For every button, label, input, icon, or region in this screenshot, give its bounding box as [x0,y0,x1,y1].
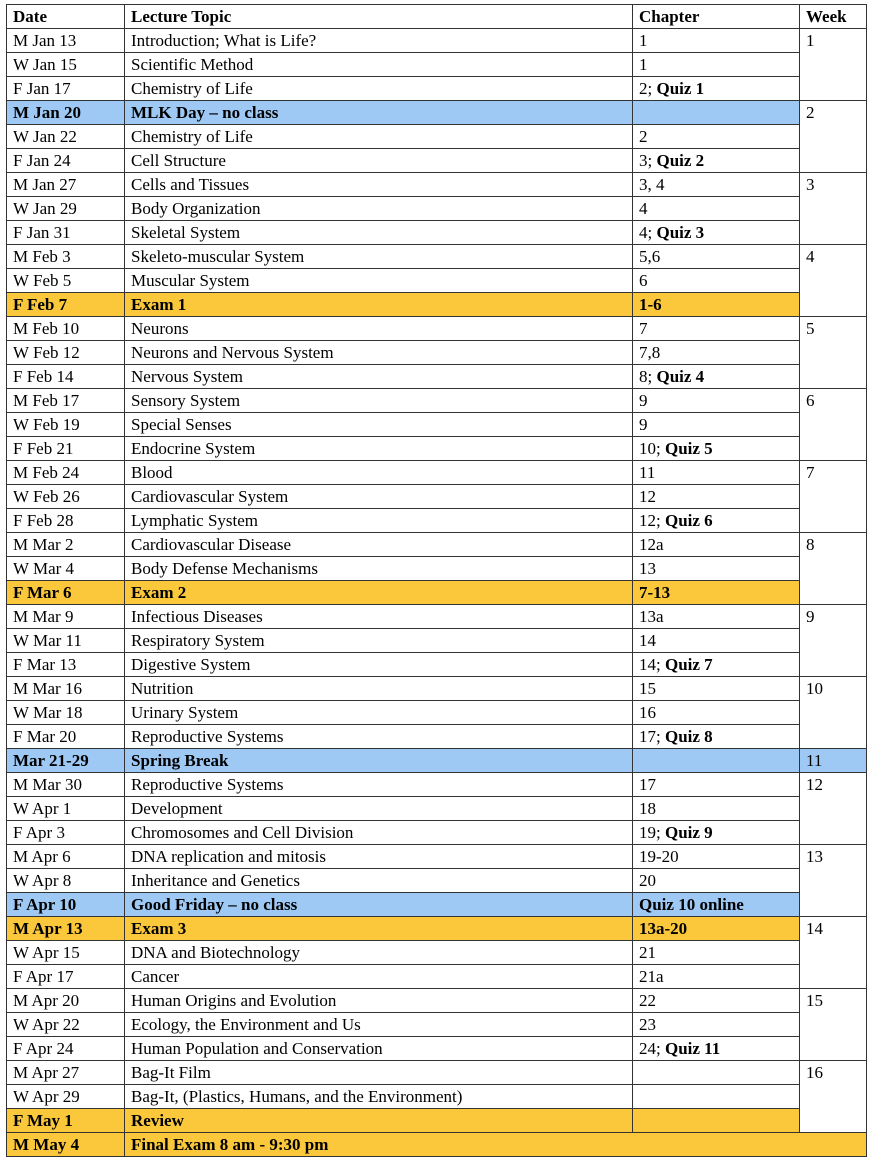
week-cell: 12 [800,773,867,845]
lecture-topic-cell: Cardiovascular System [125,485,633,509]
chapter-cell [633,1085,800,1109]
chapter-text: 18 [639,799,656,818]
lecture-topic-cell: Body Organization [125,197,633,221]
lecture-topic-cell: Body Defense Mechanisms [125,557,633,581]
quiz-label: Quiz 1 [656,79,705,98]
lecture-topic-cell: Special Senses [125,413,633,437]
chapter-text: 20 [639,871,656,890]
lecture-topic-cell: Exam 2 [125,581,633,605]
chapter-text: 9 [639,391,648,410]
lecture-topic-cell: Introduction; What is Life? [125,29,633,53]
chapter-cell [633,221,800,245]
quiz-label: Quiz 3 [656,223,705,242]
chapter-cell [633,125,800,149]
chapter-cell [633,581,800,605]
chapter-cell [633,413,800,437]
lecture-topic-cell: Chemistry of Life [125,125,633,149]
chapter-text: 2; [639,79,657,98]
header-chapter: Chapter [633,5,800,29]
chapter-text: 3, 4 [639,175,665,194]
table-row [7,533,867,557]
chapter-text: 12 [639,487,656,506]
table-row [7,845,867,869]
table-row [7,101,867,125]
chapter-cell [633,749,800,773]
lecture-topic-cell: Neurons [125,317,633,341]
lecture-topic-cell: Inheritance and Genetics [125,869,633,893]
chapter-cell [633,869,800,893]
chapter-cell [633,293,800,317]
table-row [7,749,867,773]
chapter-cell [633,917,800,941]
chapter-text: 8; [639,367,657,386]
chapter-cell [633,149,800,173]
week-cell: 1 [800,29,867,101]
lecture-topic-cell: Nervous System [125,365,633,389]
week-cell: 7 [800,461,867,533]
chapter-text: 14 [639,631,656,650]
table-row [7,77,867,101]
chapter-cell [633,173,800,197]
chapter-cell [633,797,800,821]
table-row [7,605,867,629]
table-row [7,125,867,149]
date-cell: M Feb 17 [7,389,125,413]
chapter-text: 3; [639,151,657,170]
chapter-cell [633,533,800,557]
chapter-cell [633,29,800,53]
date-cell: Mar 21-29 [7,749,125,773]
chapter-text: 13a-20 [639,919,688,938]
date-cell: M Feb 3 [7,245,125,269]
chapter-cell [633,701,800,725]
date-cell: W Mar 11 [7,629,125,653]
lecture-topic-cell: Cancer [125,965,633,989]
chapter-cell [633,677,800,701]
table-row [7,1037,867,1061]
chapter-text: 13 [639,559,656,578]
quiz-label: Quiz 8 [664,727,713,746]
table-row [7,245,867,269]
chapter-text: 21 [639,943,656,962]
date-cell: F Feb 7 [7,293,125,317]
lecture-topic-cell: Reproductive Systems [125,725,633,749]
chapter-text: 17 [639,775,656,794]
chapter-cell [633,77,800,101]
date-cell: W Apr 29 [7,1085,125,1109]
lecture-topic-cell: Final Exam 8 am - 9:30 pm [125,1133,867,1157]
date-cell: M Mar 30 [7,773,125,797]
date-cell: W Mar 4 [7,557,125,581]
date-cell: F Mar 20 [7,725,125,749]
date-cell: F May 1 [7,1109,125,1133]
date-cell: M Feb 24 [7,461,125,485]
chapter-cell [633,845,800,869]
table-row [7,197,867,221]
chapter-text: 1 [639,55,648,74]
chapter-text: 1 [639,31,648,50]
lecture-topic-cell: Bag-It Film [125,1061,633,1085]
chapter-text: 19; [639,823,665,842]
chapter-text: 16 [639,703,656,722]
date-cell: W Jan 22 [7,125,125,149]
table-row [7,389,867,413]
week-cell: 14 [800,917,867,989]
date-cell: F Jan 24 [7,149,125,173]
chapter-text: 12; [639,511,665,530]
table-row [7,629,867,653]
chapter-cell [633,101,800,125]
date-cell: M Mar 2 [7,533,125,557]
date-cell: W Jan 15 [7,53,125,77]
lecture-topic-cell: Human Origins and Evolution [125,989,633,1013]
table-row [7,917,867,941]
date-cell: F Apr 24 [7,1037,125,1061]
quiz-label: Quiz 4 [656,367,705,386]
date-cell: W Apr 22 [7,1013,125,1037]
chapter-cell [633,557,800,581]
chapter-cell [633,53,800,77]
chapter-cell [633,1061,800,1085]
chapter-cell [633,269,800,293]
table-row [7,509,867,533]
table-row [7,965,867,989]
lecture-topic-cell: Chemistry of Life [125,77,633,101]
header-row [7,5,867,29]
chapter-text: 14; [639,655,665,674]
lecture-topic-cell: Digestive System [125,653,633,677]
chapter-text: 21a [639,967,664,986]
table-row [7,53,867,77]
table-row [7,1133,867,1157]
quiz-label: Quiz 9 [664,823,713,842]
chapter-cell [633,965,800,989]
date-cell: F Feb 21 [7,437,125,461]
lecture-topic-cell: Human Population and Conservation [125,1037,633,1061]
lecture-topic-cell: Blood [125,461,633,485]
chapter-text: 2 [639,127,648,146]
table-row [7,461,867,485]
week-cell: 15 [800,989,867,1061]
chapter-text: 22 [639,991,656,1010]
chapter-cell [633,1037,800,1061]
lecture-topic-cell: Nutrition [125,677,633,701]
chapter-text: 7-13 [639,583,671,602]
lecture-topic-cell: Neurons and Nervous System [125,341,633,365]
table-row [7,989,867,1013]
date-cell: W Apr 15 [7,941,125,965]
chapter-text: 7,8 [639,343,661,362]
date-cell: M Apr 6 [7,845,125,869]
chapter-text: 10; [639,439,665,458]
table-row [7,413,867,437]
table-row [7,341,867,365]
date-cell: W Apr 8 [7,869,125,893]
lecture-topic-cell: Exam 3 [125,917,633,941]
lecture-topic-cell: Lymphatic System [125,509,633,533]
date-cell: F Jan 17 [7,77,125,101]
chapter-text: 17; [639,727,665,746]
week-cell: 3 [800,173,867,245]
chapter-cell [633,893,800,917]
lecture-topic-cell: MLK Day – no class [125,101,633,125]
table-row [7,1061,867,1085]
table-row [7,1109,867,1133]
lecture-topic-cell: Skeleto-muscular System [125,245,633,269]
date-cell: M Apr 27 [7,1061,125,1085]
lecture-topic-cell: Skeletal System [125,221,633,245]
chapter-cell [633,773,800,797]
date-cell: M Jan 27 [7,173,125,197]
lecture-topic-cell: Review [125,1109,633,1133]
date-cell: M Jan 13 [7,29,125,53]
lecture-topic-cell: Respiratory System [125,629,633,653]
table-row [7,821,867,845]
date-cell: F Feb 14 [7,365,125,389]
table-row [7,173,867,197]
chapter-text: 5,6 [639,247,661,266]
week-cell: 9 [800,605,867,677]
header-date: Date [7,5,125,29]
table-row [7,221,867,245]
lecture-topic-cell: Cardiovascular Disease [125,533,633,557]
lecture-topic-cell: DNA and Biotechnology [125,941,633,965]
chapter-cell [633,197,800,221]
chapter-text: 12a [639,535,664,554]
date-cell: F Feb 28 [7,509,125,533]
chapter-text: 13a [639,607,664,626]
date-cell: F Apr 17 [7,965,125,989]
chapter-cell [633,461,800,485]
date-cell: F Jan 31 [7,221,125,245]
table-row [7,365,867,389]
table-row [7,557,867,581]
week-cell: 10 [800,677,867,749]
chapter-cell [633,629,800,653]
quiz-label: Quiz 5 [664,439,713,458]
chapter-text: 4 [639,199,648,218]
chapter-text: 19-20 [639,847,679,866]
week-cell: 4 [800,245,867,317]
lecture-topic-cell: Urinary System [125,701,633,725]
lecture-topic-cell: Cell Structure [125,149,633,173]
lecture-topic-cell: Chromosomes and Cell Division [125,821,633,845]
table-row [7,269,867,293]
date-cell: W Feb 5 [7,269,125,293]
date-cell: W Jan 29 [7,197,125,221]
course-schedule-table [6,4,867,1157]
lecture-topic-cell: Ecology, the Environment and Us [125,1013,633,1037]
lecture-topic-cell: Infectious Diseases [125,605,633,629]
chapter-cell [633,317,800,341]
date-cell: M Mar 9 [7,605,125,629]
date-cell: F Apr 10 [7,893,125,917]
table-row [7,725,867,749]
lecture-topic-cell: Sensory System [125,389,633,413]
lecture-topic-cell: Development [125,797,633,821]
chapter-text: 24; [639,1039,665,1058]
date-cell: F Mar 13 [7,653,125,677]
table-row [7,317,867,341]
quiz-label: Quiz 6 [664,511,713,530]
chapter-cell [633,437,800,461]
week-cell: 11 [800,749,867,773]
week-cell: 6 [800,389,867,461]
chapter-text: 9 [639,415,648,434]
lecture-topic-cell: Bag-It, (Plastics, Humans, and the Environment) [125,1085,633,1109]
lecture-topic-cell: Good Friday – no class [125,893,633,917]
chapter-text: 1-6 [639,295,662,314]
date-cell: F Mar 6 [7,581,125,605]
chapter-text: 4; [639,223,657,242]
chapter-text: 11 [639,463,656,482]
lecture-topic-cell: Reproductive Systems [125,773,633,797]
table-row [7,653,867,677]
chapter-cell [633,341,800,365]
chapter-cell [633,821,800,845]
lecture-topic-cell: Cells and Tissues [125,173,633,197]
chapter-text: Quiz 10 online [639,895,744,914]
table-row [7,701,867,725]
table-row [7,797,867,821]
lecture-topic-cell: Muscular System [125,269,633,293]
chapter-cell [633,989,800,1013]
table-row [7,869,867,893]
table-row [7,1013,867,1037]
chapter-cell [633,605,800,629]
table-row [7,941,867,965]
chapter-cell [633,245,800,269]
week-cell: 2 [800,101,867,173]
chapter-cell [633,1109,800,1133]
table-row [7,773,867,797]
chapter-text: 15 [639,679,656,698]
date-cell: M May 4 [7,1133,125,1157]
schedule-body [7,29,867,1157]
week-cell: 5 [800,317,867,389]
lecture-topic-cell: Exam 1 [125,293,633,317]
date-cell: W Feb 12 [7,341,125,365]
week-cell: 13 [800,845,867,917]
chapter-cell [633,725,800,749]
table-row [7,581,867,605]
chapter-text: 7 [639,319,648,338]
chapter-cell [633,1013,800,1037]
quiz-label: Quiz 2 [656,151,705,170]
table-row [7,893,867,917]
table-row [7,437,867,461]
lecture-topic-cell: Endocrine System [125,437,633,461]
chapter-cell [633,941,800,965]
date-cell: W Feb 19 [7,413,125,437]
week-cell: 8 [800,533,867,605]
date-cell: M Feb 10 [7,317,125,341]
date-cell: F Apr 3 [7,821,125,845]
chapter-cell [633,509,800,533]
date-cell: M Apr 13 [7,917,125,941]
date-cell: W Mar 18 [7,701,125,725]
date-cell: W Feb 26 [7,485,125,509]
table-row [7,293,867,317]
chapter-cell [633,485,800,509]
header-lecture-topic: Lecture Topic [125,5,633,29]
table-row [7,485,867,509]
table-row [7,29,867,53]
quiz-label: Quiz 11 [664,1039,721,1058]
week-cell: 16 [800,1061,867,1133]
quiz-label: Quiz 7 [664,655,713,674]
date-cell: M Jan 20 [7,101,125,125]
lecture-topic-cell: Spring Break [125,749,633,773]
lecture-topic-cell: DNA replication and mitosis [125,845,633,869]
header-week: Week [800,5,867,29]
chapter-text: 6 [639,271,648,290]
chapter-cell [633,653,800,677]
table-row [7,1085,867,1109]
date-cell: W Apr 1 [7,797,125,821]
chapter-cell [633,389,800,413]
chapter-text: 23 [639,1015,656,1034]
lecture-topic-cell: Scientific Method [125,53,633,77]
date-cell: M Apr 20 [7,989,125,1013]
table-row [7,677,867,701]
table-row [7,149,867,173]
date-cell: M Mar 16 [7,677,125,701]
chapter-cell [633,365,800,389]
